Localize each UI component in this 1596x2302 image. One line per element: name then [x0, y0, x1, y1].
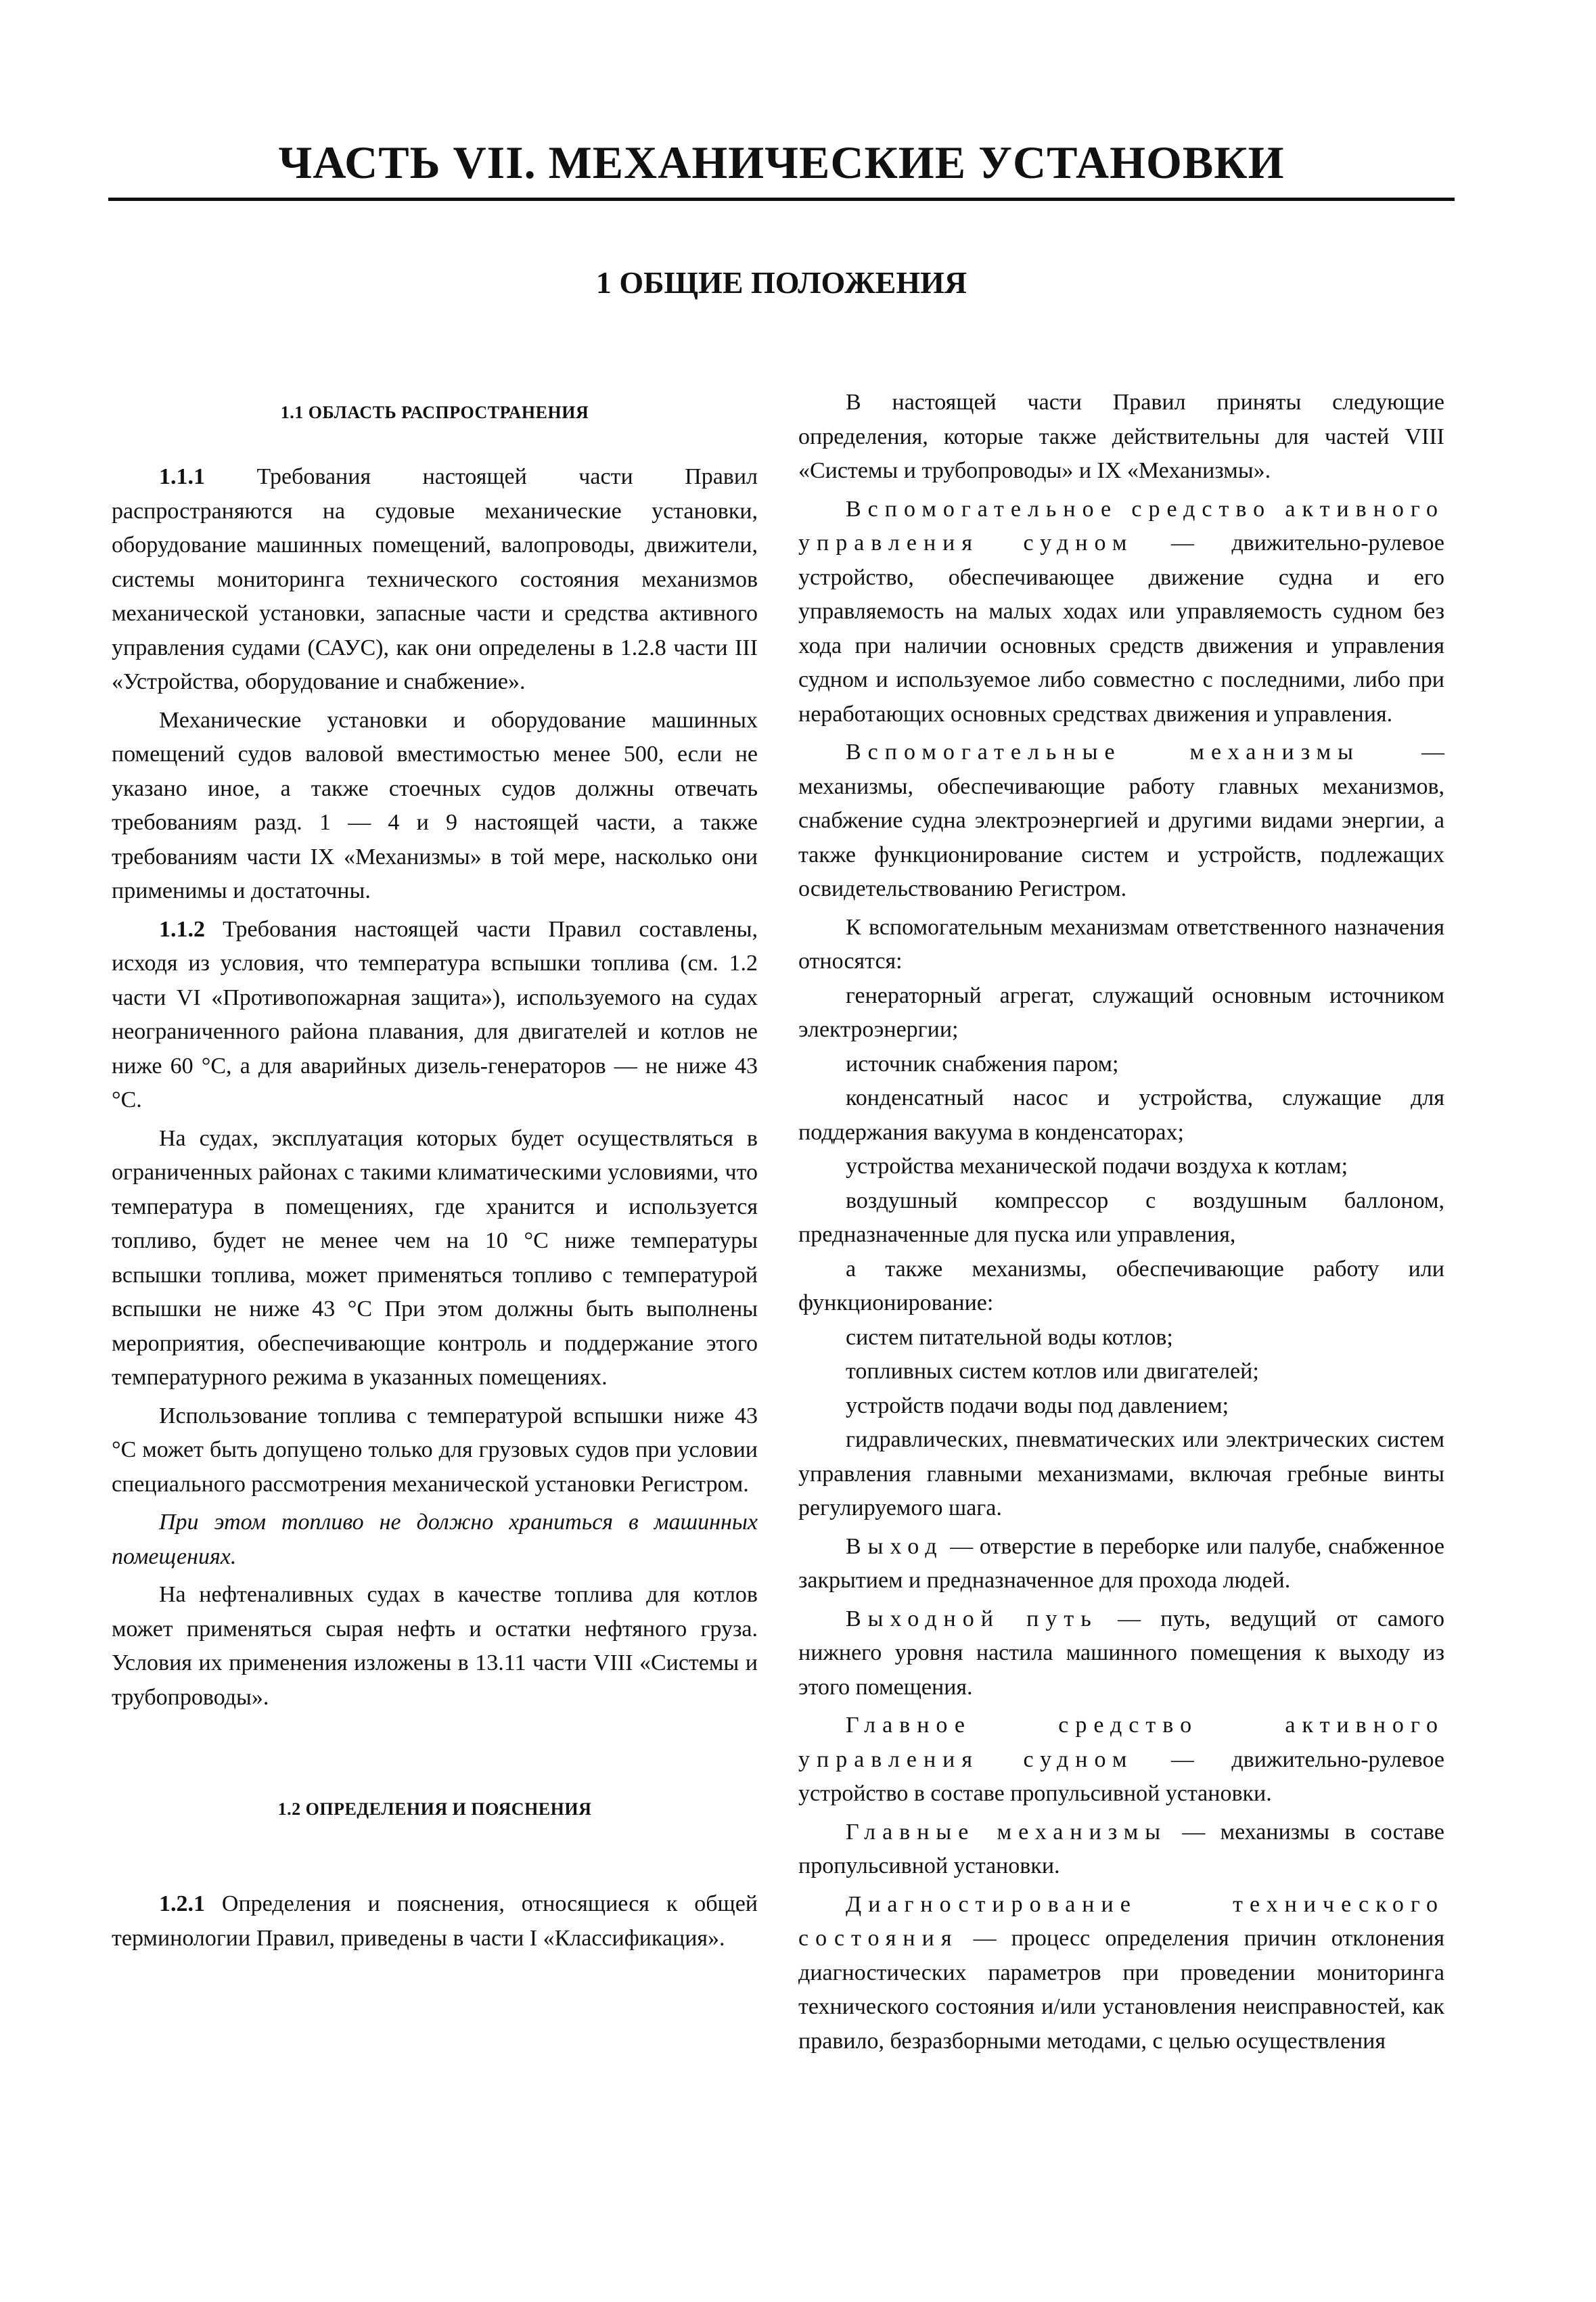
- paragraph-text: Требования настоящей части Правил распространяются на судовые механические установки, оборудование машинных помещений, валопроводы, движители, системы мониторинга технического состояния механизмов механической установки, запасные части и средства активного управления судами (САУС), как они определены в 1.2.8 части III «Устройства, оборудование и снабжение».: [112, 464, 758, 694]
- definition: [798, 1888, 1444, 2059]
- defined-term: Диагностирование технического состояния: [798, 1891, 1444, 1951]
- definition-text: — путь, ведущий от самого нижнего уровня настила машинного помещения к выходу из этого помещения.: [798, 1606, 1444, 1700]
- definition-text: — движительно-рулевое устройство, обеспечивающее движение судна и его управляемость на малых ходах или управляемость судном без хода при наличии основных средств движения и управления судном и используемое либо совместно с последними, либо при неработающих основных средствах движения и управления.: [798, 531, 1444, 727]
- definition-text: — механизмы, обеспечивающие работу главных механизмов, снабжение судна электроэнергией и другими видами энергии, а также функционирование систем и устройств, подлежащих освидетельствованию Регистром.: [798, 740, 1445, 901]
- defined-term: Вспомогательное средство активного управления судном: [798, 496, 1444, 556]
- paragraph-italic: При этом топливо не должно храниться в машинных помещениях.: [112, 1510, 758, 1569]
- definition-text: — процесс определения причин отклонения диагностических параметров при проведении мониторинга технического состояния и/или установления неисправностей, как правило, безразборными методами, с целью осуществления: [798, 1926, 1444, 2054]
- definition: [798, 1530, 1444, 1598]
- definition-text: — механизмы в составе пропульсивной установки.: [798, 1819, 1444, 1878]
- defined-term: Выход: [846, 1533, 944, 1559]
- list-item: конденсатный насос и устройства, служащие для поддержания вакуума в конденсаторах;: [798, 1085, 1444, 1145]
- left-column: [112, 386, 758, 1956]
- definition: [798, 493, 1444, 732]
- paragraph-1-1-2: [112, 913, 758, 1118]
- defined-term: Главные механизмы: [846, 1819, 1168, 1845]
- defined-term: Вспомогательные механизмы: [846, 740, 1361, 765]
- paragraph: В настоящей части Правил приняты следующие определения, которые также действительны для частей VIII «Системы и трубопроводы» и IX «Механизмы».: [798, 390, 1444, 483]
- paragraph-text: Требования настоящей части Правил составлены, исходя из условия, что температура вспышки топлива (см. 1.2 части VI «Противопожарная защита»), используемого на судах неограниченного района плавания, для двигателей и котлов не ниже 60 °С, а для аварийных дизель-генераторов — не ниже 43 °С.: [112, 916, 758, 1112]
- definition: [798, 1709, 1444, 1811]
- list-item: источник снабжения паром;: [846, 1051, 1119, 1077]
- defined-term: Выходной путь: [846, 1606, 1098, 1631]
- definition: [798, 736, 1444, 907]
- paragraph: Использование топлива с температурой вспышки ниже 43 °С может быть допущено только для грузовых судов при условии специального рассмотрения механической установки Регистром.: [112, 1403, 758, 1497]
- list-item: гидравлических, пневматических или электрических систем управления главными механизмами, включая гребные винты регулируемого шага.: [798, 1427, 1444, 1520]
- clause-number: 1.1.2: [159, 916, 205, 942]
- paragraph: На судах, эксплуатация которых будет осуществляться в ограниченных районах с такими климатическими условиями, что температура в помещениях, где хранится и используется топливо, будет не менее чем на 10 °С ниже температуры вспышки топлива, может применяться топливо с температурой вспышки не ниже 43 °С При этом должны быть выполнены мероприятия, обеспечивающие контроль и поддержание этого температурного режима в указанных помещениях.: [112, 1125, 758, 1390]
- subsection-heading-1-1: 1.1 ОБЛАСТЬ РАСПРОСТРАНЕНИЯ: [280, 403, 589, 422]
- paragraph: Механические установки и оборудование машинных помещений судов валовой вместимостью менее 500, если не указано иное, а также стоечных судов должны отвечать требованиям разд. 1 — 4 и 9 настоящей части, а также требованиям части IX «Механизмы» в той мере, насколько они применимы и достаточны.: [112, 707, 758, 903]
- part-title: ЧАСТЬ VII. МЕХАНИЧЕСКИЕ УСТАНОВКИ: [278, 137, 1285, 188]
- subsection-heading-1-2: 1.2 ОПРЕДЕЛЕНИЯ И ПОЯСНЕНИЯ: [277, 1799, 592, 1819]
- list-item: топливных систем котлов или двигателей;: [846, 1359, 1259, 1384]
- right-column: [798, 386, 1444, 2058]
- list-item: а также механизмы, обеспечивающие работу или функционирование:: [798, 1256, 1444, 1315]
- definition: [798, 1815, 1444, 1884]
- list-item: устройства механической подачи воздуха к котлам;: [846, 1154, 1348, 1179]
- definition: [798, 1602, 1444, 1705]
- section-title: 1 ОБЩИЕ ПОЛОЖЕНИЯ: [595, 265, 967, 300]
- defined-term: Главное средство активного управления судном: [798, 1713, 1444, 1772]
- paragraph: К вспомогательным механизмам ответственного назначения относятся:: [798, 914, 1444, 974]
- list-item: воздушный компрессор с воздушным баллоном, предназначенные для пуска или управления,: [798, 1188, 1444, 1247]
- list-item: генераторный агрегат, служащий основным источником электроэнергии;: [798, 983, 1444, 1042]
- list-item: устройств подачи воды под давлением;: [846, 1393, 1229, 1418]
- paragraph-1-2-1: [112, 1887, 758, 1956]
- list-item: систем питательной воды котлов;: [846, 1324, 1173, 1350]
- paragraph-text: Определения и пояснения, относящиеся к общей терминологии Правил, приведены в части I «Классификация».: [112, 1891, 758, 1951]
- definition-text: — движительно-рулевое устройство в составе пропульсивной установки.: [798, 1746, 1444, 1806]
- definition-text: — отверстие в переборке или палубе, снабженное закрытием и предназначенное для прохода людей.: [798, 1533, 1444, 1593]
- title-rule: [108, 198, 1455, 201]
- paragraph-1-1-1: [112, 460, 758, 700]
- paragraph: На нефтеналивных судах в качестве топлива для котлов может применяться сырая нефть и остатки нефтяного груза. Условия их применения изложены в 13.11 части VIII «Системы и трубопроводы».: [112, 1582, 758, 1710]
- clause-number: 1.2.1: [159, 1891, 205, 1916]
- clause-number: 1.1.1: [159, 464, 205, 489]
